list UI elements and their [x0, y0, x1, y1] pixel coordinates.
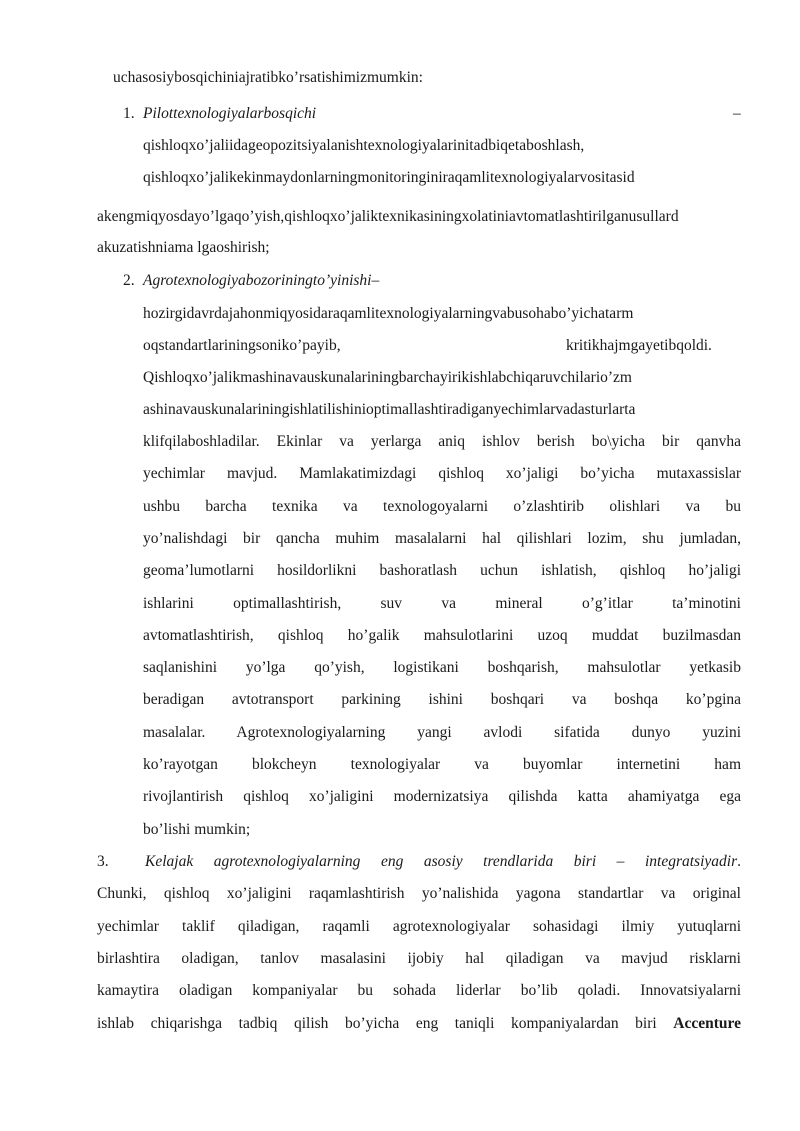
item2-line: geoma’lumotlarni hosildorlikni bashoratlash uchun ishlatish, qishloq ho’jaligi [143, 562, 741, 579]
item2-line: kritikhajmgayetibqoldi. [566, 337, 712, 354]
item3-title: Kelajak agrotexnologiyalarning eng asosiy trendlarida biri – integratsiyadir [145, 853, 738, 870]
item2-line: yechimlar mavjud. Mamlakatimizdagi qishloq xo’jaligi bo’yicha mutaxassislar [143, 465, 741, 482]
company-name: Accenture [673, 1015, 741, 1032]
item2-line: saqlanishini yo’lga qo’yish, logistikani boshqarish, mahsulotlar yetkasib [143, 659, 741, 676]
item2-line: avtomatlashtirish, qishloq ho’galik mahsulotlarini uzoq muddat buzilmasdan [143, 627, 741, 644]
item3-line: birlashtira oladigan, tanlov masalasini ijobiy hal qiladigan va mavjud risklarni [97, 950, 741, 967]
item2-line: klifqilaboshladilar. Ekinlar va yerlarga aniq ishlov berish bo\yicha bir qanvha [143, 433, 741, 450]
item2-line: ashinavauskunalariningishlatilishinioptimallashtiradiganyechimlarvadasturlarta [143, 401, 636, 418]
list-number-2: 2. [123, 272, 135, 289]
list-number-1: 1. [123, 105, 135, 122]
item3-line: Chunki, qishloq xo’jaligini raqamlashtirish yo’nalishida yagona standartlar va original [97, 885, 741, 902]
item3-title-line [145, 852, 741, 872]
item2-line: yo’nalishdagi bir qancha muhim masalalarni hal qilishlari lozim, shu jumladan, [143, 530, 741, 547]
item3-line: yechimlar taklif qiladigan, raqamli agrotexnologiyalar sohasidagi ilmiy yutuqlarni [97, 918, 741, 935]
list-number-3: 3. [97, 853, 109, 870]
item2-title: Agrotexnologiyabozoriningto’yinishi– [143, 272, 380, 289]
item3-line: kamaytira oladigan kompaniyalar bu sohada liderlar bo’lib qoladi. Innovatsiyalarni [97, 982, 741, 999]
item2-line: hozirgidavrdajahonmiqyosidaraqamlitexnologiyalarningvabusohabo’yichatarm [143, 305, 634, 322]
item2-line: ko’rayotgan blokcheyn texnologiyalar va buyomlar internetini ham [143, 756, 741, 773]
item2-line: ishlarini optimallashtirish, suv va mineral o’g’itlar ta’minotini [143, 595, 741, 612]
item2-line: bo’lishi mumkin; [143, 821, 251, 838]
item2-line: rivojlantirish qishloq xo’jaligini modernizatsiya qilishda katta ahamiyatga ega [143, 788, 741, 805]
item2-line: Qishloqxo’jalikmashinavauskunalariningbarchayirikishlabchiqaruvchilario’zm [143, 369, 632, 386]
item1-line: akengmiqyosdayo’lgaqo’yish,qishloqxo’jaliktexnikasiningxolatiniavtomatlashtirilganusullard [97, 208, 679, 225]
item2-line: ushbu barcha texnika va texnologoyalarni o’zlashtirib olishlari va bu [143, 498, 741, 515]
item1-line: akuzatishniama lgaoshirish; [97, 239, 270, 256]
item2-line: oqstandartlariningsoniko’payib, [143, 337, 341, 354]
item2-line: masalalar. Agrotexnologiyalarning yangi avlodi sifatida dunyo yuzini [143, 724, 741, 741]
item1-line: qishloqxo’jaliidageopozitsiyalanishtexnologiyalarinitadbiqetaboshlash, [143, 137, 585, 154]
item1-dash: – [733, 105, 741, 122]
item3-last-text: ishlab chiqarishga tadbiq qilish bo’yicha eng taniqli kompaniyalardan biri [97, 1015, 674, 1032]
intro-text: uchasosiybosqichiniajratibko’rsatishimizmumkin: [113, 69, 423, 86]
item1-title: Pilottexnologiyalarbosqichi [143, 105, 317, 122]
item3-last-line [97, 1014, 741, 1034]
item1-line: qishloqxo’jalikekinmaydonlarningmonitoringiniraqamlitexnologiyalarvositasid [143, 169, 635, 186]
item2-line: beradigan avtotransport parkining ishini boshqari va boshqa ko’pgina [143, 691, 741, 708]
item3-title-end: . [737, 853, 741, 870]
